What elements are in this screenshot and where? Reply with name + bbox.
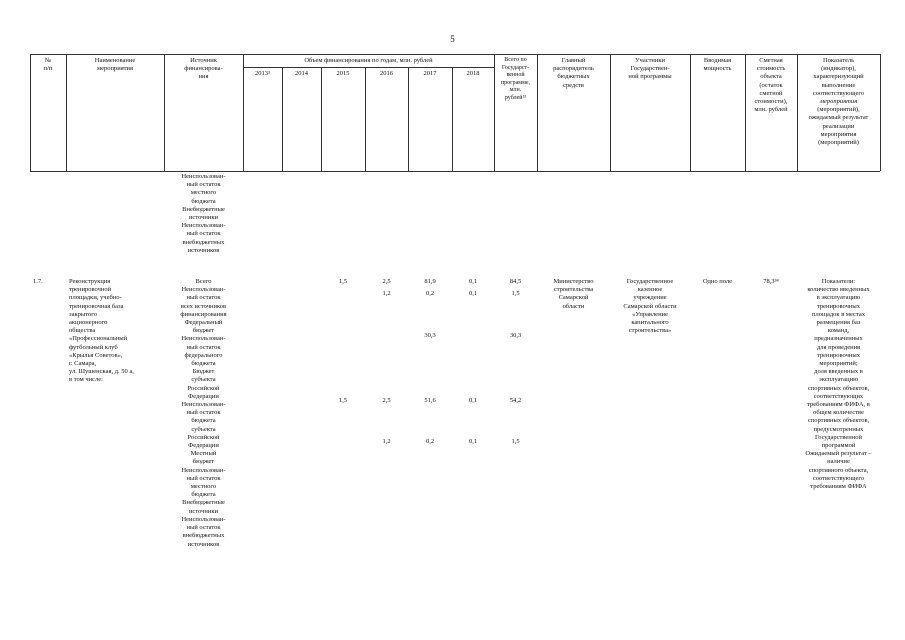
indicator-line: наличие [827, 458, 850, 466]
value-total-2018: 0,1 [468, 278, 478, 285]
source-line: Федеральный [184, 319, 223, 327]
source-line: ный остаток [186, 294, 221, 302]
header-year-2017: 2017 [423, 70, 437, 77]
header-text: мощность [703, 65, 732, 73]
source-line: Внебюджетные [182, 205, 225, 213]
item-number: 1.7. [33, 278, 43, 285]
header-text: Сметная [759, 57, 783, 64]
source-line: ный остаток [186, 409, 221, 417]
participant-line: «Управление [632, 310, 668, 318]
header-text: реализации [822, 122, 855, 130]
source-line: источников [187, 246, 220, 254]
source-line: местного [190, 483, 217, 491]
header-sources [164, 57, 243, 82]
value-unused-total-2017: 0,2 [425, 290, 435, 297]
indicator-line: требованиям ФИФА [810, 483, 867, 491]
name-line: «Профессиональный [69, 335, 128, 343]
source-line: внебюджетных [182, 532, 225, 540]
header-year-2016: 2016 [380, 70, 393, 77]
source-line: ный остаток [186, 524, 221, 532]
indicator-line: площадок в местах [812, 310, 865, 318]
value-unused-total-2018: 0,1 [468, 290, 478, 297]
name-line: г. Самара, [69, 360, 97, 368]
item-cost: 78,3³⁴ [763, 278, 779, 285]
source-line: Российской [187, 433, 220, 441]
indicator-line: Ожидаемый результат – [805, 450, 872, 458]
header-number [30, 57, 66, 73]
source-line: бюджет [192, 327, 215, 335]
value-unused-regional-2016: 1,2 [382, 438, 391, 445]
source-line: федерального [184, 351, 223, 359]
source-line: местного [190, 189, 217, 197]
indicator-line: в эксплуатацию [816, 294, 861, 302]
header-year-2014: 2014 [295, 70, 308, 77]
year-header-divider [243, 67, 494, 68]
source-line: Неиспользован- [181, 173, 226, 180]
header-text: млн. рублей [754, 106, 788, 114]
source-line: бюджет [192, 458, 215, 466]
indicator-line: Государственной [814, 433, 862, 441]
header-text: соответствующего [812, 89, 865, 97]
header-year-2015: 2015 [336, 70, 350, 77]
value-total-2017: 81,9 [424, 278, 436, 285]
source-line: Неиспользован- [181, 286, 226, 294]
item-sources [164, 278, 243, 549]
source-line: бюджета [191, 360, 216, 368]
header-total [494, 57, 537, 103]
indicator-line: спортивных объектов, [807, 417, 870, 425]
indicator-line: общем количестве [813, 409, 864, 417]
source-line: Местный [190, 450, 217, 458]
header-text: программе, [500, 79, 531, 86]
source-line: всех источников [180, 302, 227, 310]
header-text: венной [506, 72, 525, 79]
indicator-line: количество введенных [807, 286, 870, 294]
header-text: Главный [561, 57, 586, 64]
indicator-line: тренировочных [817, 302, 860, 310]
header-text: рублей¹³ [504, 94, 527, 101]
participant-line: Государственное [626, 278, 674, 285]
header-text: (мероприятий), [817, 106, 860, 114]
source-line: бюджета [191, 197, 216, 205]
col-divider [282, 67, 283, 171]
name-line: тренировочная база [69, 302, 124, 310]
name-line: ул. Шушенская, д. 50 а, [69, 368, 134, 376]
manager-line: строительства [553, 286, 594, 294]
header-text: Участники [634, 57, 666, 64]
participant-line: капитального [631, 319, 669, 327]
header-cost [745, 57, 797, 114]
source-line: бюджета [191, 491, 216, 499]
source-line: бюджета [191, 417, 216, 425]
value-total-2015: 1,5 [338, 278, 348, 285]
indicator-line: программой [821, 442, 856, 450]
source-line: Федерации [188, 442, 219, 450]
indicator-line: доля введенных в [814, 368, 863, 376]
header-text: Всего по [504, 57, 527, 63]
carryover-sources [164, 173, 243, 255]
header-text: Государствен- [630, 65, 670, 73]
header-text: сметной [759, 89, 783, 97]
value-federal-2017: 30,3 [424, 332, 436, 339]
header-text: Показатель [822, 57, 855, 64]
header-text: стоимости), [754, 98, 788, 106]
col-divider [452, 67, 453, 171]
header-text: Наименование [94, 57, 136, 64]
item-indicator [797, 278, 880, 491]
indicator-line: тренировочных [817, 351, 860, 359]
indicator-line: мероприятий; [819, 360, 858, 368]
name-line: общества [69, 327, 96, 335]
indicator-line: Показатели: [821, 278, 856, 285]
value-regional-2017: 51,6 [424, 397, 436, 404]
header-text: средств [562, 81, 585, 89]
manager-line: Министерство [553, 278, 594, 285]
source-line: Бюджет [192, 368, 215, 376]
source-line: источников [187, 540, 220, 548]
manager-line: Самарской [558, 294, 589, 302]
source-line: источники [188, 507, 219, 515]
source-line: ный остаток [186, 474, 221, 482]
page-number: 5 [450, 34, 455, 44]
table-top-border [30, 54, 880, 55]
source-line: источники [188, 214, 219, 222]
indicator-line: предусмотренных [813, 425, 864, 433]
header-text: (индикатор), [821, 65, 856, 73]
col-divider [321, 67, 322, 171]
header-text: Вводимая [703, 57, 732, 64]
col-divider [880, 54, 881, 171]
indicator-line: размещения баз [816, 319, 861, 327]
header-text: объекта [760, 73, 782, 81]
header-text: ной программы [628, 73, 672, 81]
name-line: Реконструкция [69, 278, 111, 285]
source-line: Федерации [188, 392, 219, 400]
participant-line: учреждение [633, 294, 667, 302]
source-line: внебюджетных [182, 238, 225, 246]
col-divider [408, 67, 409, 171]
value-unused-regional-sum: 1,5 [511, 438, 520, 445]
header-year-2013: 2013³ [255, 70, 270, 77]
source-line: ный остаток [186, 343, 221, 351]
col-divider [365, 67, 366, 171]
name-line: тренировочной [69, 286, 112, 294]
header-text: финансирова- [184, 65, 223, 73]
indicator-line: соответствующего [812, 474, 865, 482]
item-capacity: Одно поле [702, 278, 733, 285]
source-line: ный остаток [186, 181, 221, 189]
value-unused-total-2016: 1,2 [382, 290, 391, 297]
item-name [69, 278, 134, 385]
header-text: ожидаемый результат [808, 114, 869, 122]
source-line: Неиспользован- [181, 466, 226, 474]
participant-line: казенное [637, 286, 663, 294]
value-total-2016: 2,5 [382, 278, 391, 285]
source-line: финансирования [180, 310, 227, 318]
header-text: млн. [509, 87, 522, 94]
manager-line: области [562, 302, 585, 310]
indicator-line: предназначенных [814, 335, 863, 343]
name-line: «Крылья Советов», [69, 351, 123, 359]
header-indicator [797, 57, 880, 147]
header-name [66, 57, 164, 73]
header-financing-group-text: Объем финансирования по годам, млн. рублей [304, 57, 433, 64]
source-line: Неиспользован- [181, 515, 226, 523]
indicator-line: требованиям ФИФА, в [807, 401, 870, 409]
name-line: площадки, учебно- [69, 294, 122, 302]
header-text: распорядитель [553, 65, 594, 73]
indicator-line: соответствующих [813, 392, 864, 400]
value-unused-total-sum: 1,5 [511, 290, 520, 297]
header-year-2018: 2018 [466, 70, 480, 77]
value-regional-2018: 0,1 [468, 397, 478, 404]
indicator-line: эксплуатацию [819, 376, 858, 384]
header-text: (остаток [759, 81, 783, 89]
header-text: выполнение [821, 81, 856, 89]
header-manager [537, 57, 610, 90]
source-line: Всего [195, 278, 212, 285]
name-line: закрытого [69, 310, 97, 318]
header-text: мероприятия [820, 130, 857, 138]
source-line: Российской [187, 384, 220, 392]
header-text: стоимость [756, 65, 786, 73]
item-participants [610, 278, 690, 335]
participant-line: Самарской области [623, 302, 677, 310]
indicator-line: команд, [827, 327, 850, 335]
header-text: п/п [43, 65, 53, 73]
name-line: в том числе: [69, 376, 103, 384]
value-regional-2016: 2,5 [382, 397, 391, 404]
header-text: характеризующий [813, 73, 864, 81]
value-regional-sum: 54,2 [509, 397, 522, 404]
item-manager [537, 278, 610, 311]
indicator-line: спортивных объектов, [807, 384, 870, 392]
participant-line: строительства» [628, 327, 672, 335]
header-text: бюджетных [557, 73, 590, 81]
value-total-sum: 84,5 [509, 278, 522, 285]
name-line: футбольный клуб [69, 343, 118, 351]
header-text: мероприятия [96, 65, 133, 73]
source-line: Неиспользован- [181, 222, 226, 230]
source-line: субъекта [191, 376, 216, 384]
header-text: № [44, 57, 52, 64]
indicator-line: для проведения [816, 343, 861, 351]
header-text: (мероприятий) [818, 139, 859, 147]
name-line: акционерного [69, 319, 108, 327]
header-bottom-border [30, 171, 880, 172]
source-line: ный остаток [186, 230, 221, 238]
value-federal-sum: 30,3 [509, 332, 522, 339]
header-text: ния [198, 73, 209, 81]
value-unused-regional-2017: 0,2 [425, 438, 435, 445]
source-line: Неиспользован- [181, 335, 226, 343]
source-line: Внебюджетные [182, 499, 225, 507]
header-capacity [690, 57, 745, 73]
header-text: Источник [190, 57, 217, 64]
source-line: Неиспользован- [181, 401, 226, 409]
indicator-line: спортивного объекта, [808, 466, 869, 474]
source-line: субъекта [191, 425, 216, 433]
value-regional-2015: 1,5 [338, 397, 348, 404]
header-participants [610, 57, 690, 82]
value-unused-regional-2018: 0,1 [468, 438, 478, 445]
header-text: Государст- [501, 64, 530, 71]
header-text: мероприятия [819, 98, 858, 106]
